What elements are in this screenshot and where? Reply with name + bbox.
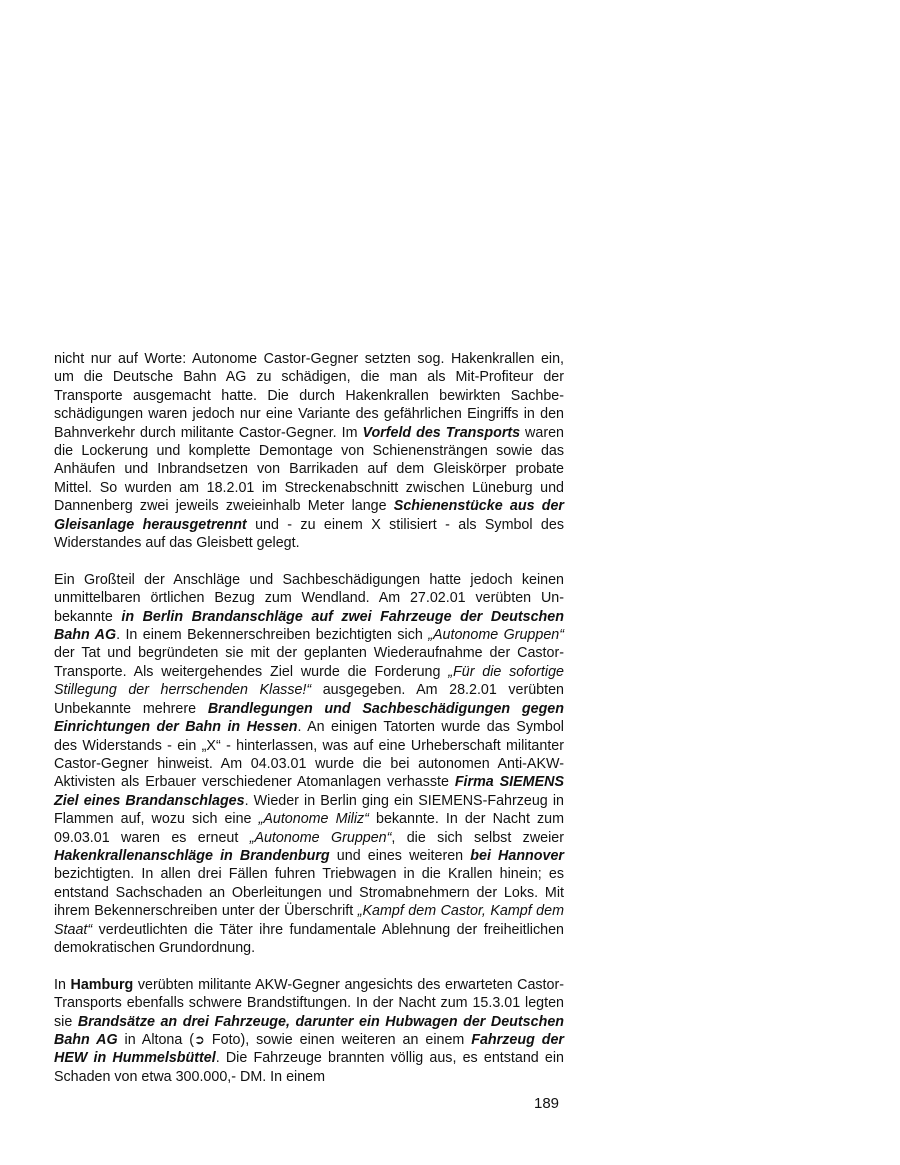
quote-segment: „Autonome Gruppen“ — [249, 829, 392, 846]
arrow-right-icon: ➲ — [194, 1032, 205, 1047]
text-segment: bezichtigten. In allen drei Fällen fuhren Triebwagen in die Krallen hinein; es entstand Sachschaden an Oberleitungen und Stromabnehmern der Loks. Mit ihrem Bekennerschreiben unter der Überschrift — [54, 866, 564, 920]
text-segment: . Wieder in Berlin ging ein SIEMENS-Fahrzeug in Flammen auf, wozu sich eine — [54, 792, 564, 828]
emphasis-segment: Schienenstücke aus der Gleisanlage herausgetrennt — [54, 498, 564, 533]
text-segment: und - zu einem X stilisiert - als Symbol des Widerstandes auf das Gleisbett gelegt. — [54, 516, 564, 552]
text-segment: Ein Großteil der Anschläge und Sachbeschädigungen hatte jedoch keinen unmittelbaren örtlichen Bezug zum Wendland. Am 27.02.01 verübten Unbekannte — [54, 571, 564, 625]
text-segment: in Altona ( — [117, 1032, 195, 1048]
text-segment: verübten militante AKW-Gegner angesichts des erwarteten Castor-Transports ebenfalls schwere Brandstiftungen. In der Nacht zum 15.3.01 legten sie — [54, 976, 564, 1030]
text-segment: waren die Lockerung und komplette Demontage von Schienensträngen sowie das Anhäufen und Inbrandsetzen von Barrikaden auf dem Gleiskörper probate Mittel. So wurden am 18.2.01 im Streckenabschnitt zwischen Lüneburg und Dannenberg zwei jeweils zweieinhalb Meter lange — [54, 424, 564, 515]
text-segment: Foto), sowie einen weiteren an einem — [204, 1032, 472, 1048]
text-segment: ausgegeben. Am 28.2.01 verübten Unbekannte mehrere — [54, 682, 564, 717]
paragraph-3 — [54, 976, 564, 1086]
text-segment: , die sich selbst zweier — [391, 829, 564, 846]
text-segment: . An einigen Tatorten wurde das Symbol des Widerstands - ein „X“ - hinterlassen, was auf eine Urheberschaft militanter Castor-Gegner hinweist. Am 04.03.01 wurde die bei autonomen Anti-AKW-Aktivisten als Erbauer verschiedener Atomanlagen verhasste — [54, 719, 564, 791]
quote-segment: „Kampf dem Castor, Kampf dem Staat“ — [54, 903, 564, 938]
quote-segment: „Autonome Gruppen“ — [428, 627, 564, 644]
paragraph-2 — [54, 571, 564, 958]
emphasis-segment: Hakenkrallenanschläge in Brandenburg — [54, 847, 330, 864]
document-body — [54, 350, 564, 1086]
quote-segment: „Für die sofortige Stillegung der herrschenden Klasse!“ — [54, 663, 564, 699]
text-segment: bekannte. In der Nacht zum 09.03.01 waren es erneut — [54, 811, 564, 846]
text-segment: der Tat und begründeten sie mit der geplanten Wiederaufnahme der Castor-Transporte. Als weitergehendes Ziel wurde die Forderung — [54, 645, 564, 680]
emphasis-segment: Firma SIEMENS Ziel eines Brandanschlages — [54, 774, 564, 809]
text-segment: nicht nur auf Worte: Autonome Castor-Gegner setzten sog. Hakenkrallen ein, um die Deutsche Bahn AG zu schädigen, die man als Mit-Profiteur der Transporte ausgemacht hatte. Die durch Hakenkrallen bewirkten Sachbeschädigungen waren jedoch nur eine Variante des gefährlichen Eingriffs in den Bahnverkehr durch militante Castor-Gegner. Im — [54, 351, 564, 441]
text-segment: . Die Fahrzeuge brannten völlig aus, es entstand ein Schaden von etwa 300.000,- DM. In einem — [54, 1050, 565, 1085]
text-segment: verdeutlichten die Täter ihre fundamentale Ablehnung der freiheitlichen demokratischen Grundordnung. — [54, 921, 564, 956]
text-segment: . In einem Bekennerschreiben bezichtigten sich — [116, 627, 429, 644]
paragraph-1 — [54, 350, 564, 552]
quote-segment: „Autonome Miliz“ — [258, 811, 369, 828]
page-number: 189 — [534, 1095, 560, 1112]
emphasis-segment: bei Hannover — [470, 847, 564, 864]
emphasis-segment: Fahrzeug der HEW in Hummelsbüttel — [54, 1032, 564, 1067]
emphasis-segment: in Berlin Brandanschläge auf zwei Fahrzeuge der Deutschen Bahn AG — [54, 608, 564, 644]
emphasis-segment: Brandlegungen und Sachbeschädigungen gegen Einrichtungen der Bahn in Hessen — [54, 700, 564, 736]
text-segment: und eines weiteren — [329, 847, 471, 864]
text-segment: In — [54, 976, 71, 993]
emphasis-segment: Brandsätze an drei Fahrzeuge, darunter ein Hubwagen der Deutschen Bahn AG — [54, 1013, 564, 1048]
emphasis-segment: Vorfeld des Transports — [362, 424, 521, 441]
emphasis-segment: Hamburg — [70, 976, 134, 993]
